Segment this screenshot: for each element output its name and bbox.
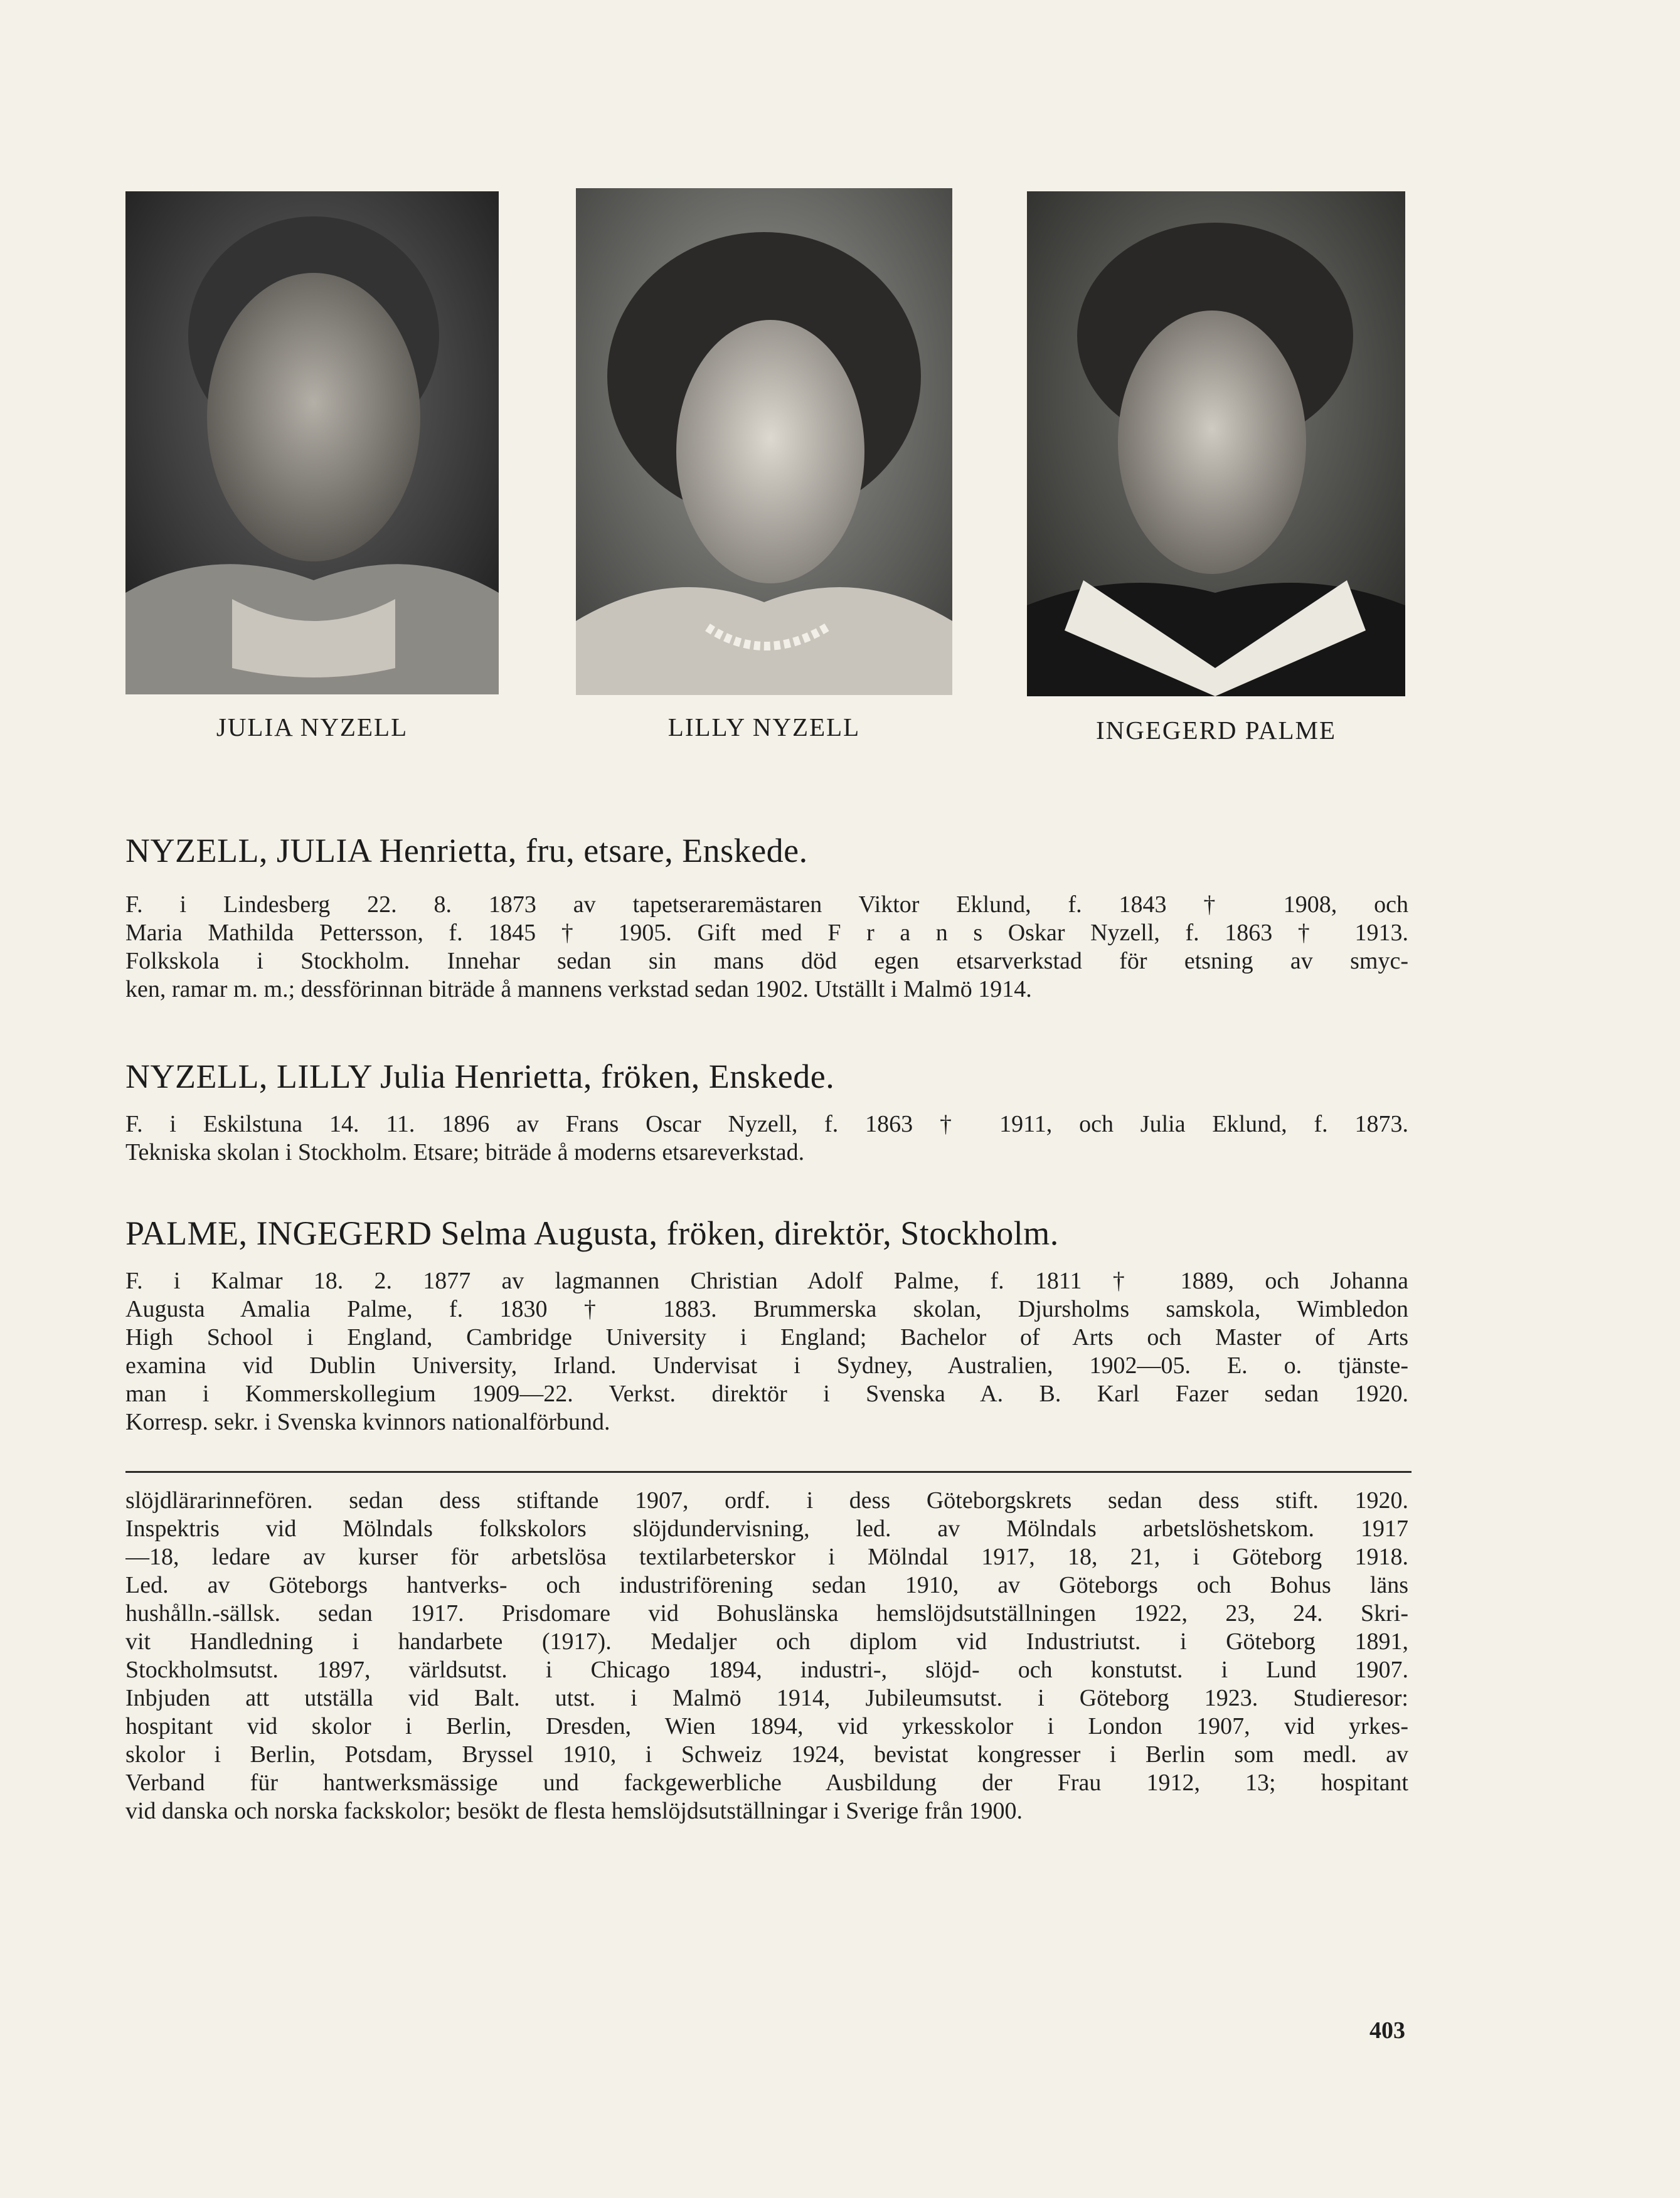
text-line: —18, ledare av kurser för arbetslösa textilarbeterskor i Mölndal 1917, 18, 21, i Göteborg 1918.	[125, 1544, 1408, 1570]
text-line: vid danska och norska fackskolor; besökt de flesta hemslöjdsutställningar i Sverige från 1900.	[125, 1798, 1023, 1824]
text-line: High School i England, Cambridge University i England; Bachelor of Arts och Master of Arts	[125, 1324, 1408, 1351]
text-line: examina vid Dublin University, Irland. Undervisat i Sydney, Australien, 1902—05. E. o. tjänste-	[125, 1352, 1408, 1379]
entry-body-ingegerd-palme	[125, 1267, 1408, 1436]
page-number: 403	[1369, 2017, 1405, 2044]
continuation-text	[125, 1487, 1408, 1825]
text-line: Augusta Amalia Palme, f. 1830 † 1883. Brummerska skolan, Djursholms samskola, Wimbledon	[125, 1296, 1408, 1322]
entry-heading-julia-nyzell: NYZELL, JULIA Henrietta, fru, etsare, Enskede.	[125, 832, 808, 869]
entry-heading-ingegerd-palme: PALME, INGEGERD Selma Augusta, fröken, direktör, Stockholm.	[125, 1214, 1059, 1252]
section-divider	[125, 1471, 1412, 1473]
portrait-caption-2: LILLY NYZELL	[667, 713, 861, 741]
portrait-photo-3	[1027, 191, 1405, 696]
portrait-ingegerd-palme	[1027, 191, 1405, 696]
portrait-caption-1: JULIA NYZELL	[216, 713, 408, 741]
text-line: hospitant vid skolor i Berlin, Dresden, Wien 1894, vid yrkesskolor i London 1907, vid yrkes-	[125, 1713, 1408, 1739]
text-line: skolor i Berlin, Potsdam, Bryssel 1910, i Schweiz 1924, bevistat kongresser i Berlin som medl. av	[125, 1741, 1408, 1768]
text-line: Verband für hantwerksmässige und fackgewerbliche Ausbildung der Frau 1912, 13; hospitant	[125, 1770, 1408, 1796]
text-line: F. i Eskilstuna 14. 11. 1896 av Frans Oscar Nyzell, f. 1863 † 1911, och Julia Eklund, f. 1873.	[125, 1111, 1408, 1137]
portrait-photo-2	[576, 188, 952, 695]
portrait-julia-nyzell	[125, 191, 499, 694]
text-line: ken, ramar m. m.; dessförinnan biträde å mannens verkstad sedan 1902. Utställt i Malmö 1914.	[125, 976, 1032, 1002]
text-line: F. i Kalmar 18. 2. 1877 av lagmannen Christian Adolf Palme, f. 1811 † 1889, och Johanna	[125, 1268, 1408, 1294]
entry-body-lilly-nyzell	[125, 1110, 1408, 1167]
text-line: F. i Lindesberg 22. 8. 1873 av tapetseraremästaren Viktor Eklund, f. 1843 † 1908, och	[125, 891, 1408, 918]
text-line: Korresp. sekr. i Svenska kvinnors nationalförbund.	[125, 1409, 610, 1435]
text-line: Tekniska skolan i Stockholm. Etsare; biträde å moderns etsareverkstad.	[125, 1139, 805, 1165]
text-line: Inbjuden att utställa vid Balt. utst. i Malmö 1914, Jubileumsutst. i Göteborg 1923. Studieresor:	[125, 1685, 1408, 1711]
text-line: Maria Mathilda Pettersson, f. 1845 † 1905. Gift med F r a n s Oskar Nyzell, f. 1863 † 1913.	[125, 920, 1408, 946]
entry-heading-lilly-nyzell: NYZELL, LILLY Julia Henrietta, fröken, Enskede.	[125, 1058, 835, 1095]
text-line: Led. av Göteborgs hantverks- och industriförening sedan 1910, av Göteborgs och Bohus läns	[125, 1572, 1408, 1598]
portrait-lilly-nyzell	[576, 188, 952, 695]
text-line: vit Handledning i handarbete (1917). Medaljer och diplom vid Industriutst. i Göteborg 1891,	[125, 1628, 1408, 1655]
text-line: Inspektris vid Mölndals folkskolors slöjdundervisning, led. av Mölndals arbetslöshetskom. 1917	[125, 1516, 1408, 1542]
text-line: Stockholmsutst. 1897, världsutst. i Chicago 1894, industri-, slöjd- och konstutst. i Lund 1907.	[125, 1657, 1408, 1683]
portrait-photo-1	[125, 191, 499, 694]
text-line: hushålln.-sällsk. sedan 1917. Prisdomare vid Bohuslänska hemslöjdsutställningen 1922, 23, 24. Skri-	[125, 1600, 1408, 1627]
portrait-caption-3: INGEGERD PALME	[1096, 716, 1336, 745]
text-line: slöjdlärarinnefören. sedan dess stiftande 1907, ordf. i dess Göteborgskrets sedan dess stift. 1920.	[125, 1487, 1408, 1514]
text-line: Folkskola i Stockholm. Innehar sedan sin mans död egen etsarverkstad för etsning av smyc-	[125, 948, 1408, 974]
entry-body-julia-nyzell	[125, 891, 1408, 1004]
text-line: man i Kommerskollegium 1909—22. Verkst. direktör i Svenska A. B. Karl Fazer sedan 1920.	[125, 1381, 1408, 1407]
